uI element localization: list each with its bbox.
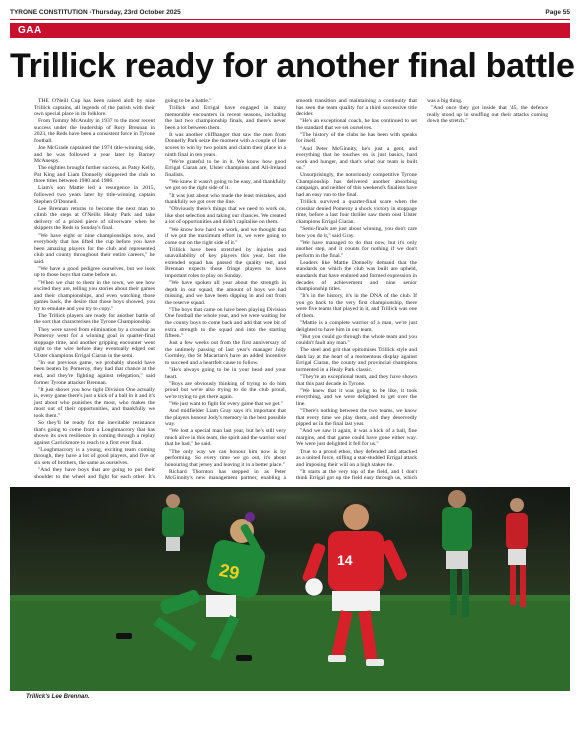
article-paragraph: "But you could go through the whole team and you couldn't fault any man." <box>296 333 417 347</box>
article-paragraph: "He's always going to be in your head and your heart. <box>165 367 286 380</box>
article-paragraph: Richard Thornton has stepped in as Peter McGinnity's new management partner, enabling a smooth transition and maintaining a continuity that has seen the team quality for a third successive title decider. <box>165 98 417 482</box>
article-paragraph: "We're grateful to be in it. We know how good Errigal Ciaran are, Ulster champions and All-Ireland finalists. <box>165 158 286 178</box>
article-paragraph: "It was just about who made the least mistakes, and thankfully we got over the line. <box>165 192 286 206</box>
article-paragraph: "We have spoken all year about the strength in depth in our squad, the amount of boys we had missing, and we have been dipping in and out from the reserve squad. <box>165 280 286 306</box>
page-number: Page 55 <box>545 8 570 16</box>
article-paragraph: "And they have boys that are going to put their shoulder to the wheel and fight for each other. It's going to be a battle." <box>34 98 212 480</box>
page-header <box>10 6 570 18</box>
article-paragraph: "We lost a special man last year, but he's still very much alive in this team, the spirit and the warrior soul that he had," he said. <box>165 428 287 448</box>
article-paragraph: "We have eight or nine championships now, and everybody that has lifted the cup before you have been amazing players for the club and represented club and county throughout their entire careers," he said. <box>34 232 155 265</box>
section-label: GAA <box>18 25 42 36</box>
football-match-photo <box>10 487 570 691</box>
article-paragraph: Liam's son Mattie led a resurgence in 2015, followed two years later by title-winning captain Stephen O'Donnell. <box>34 185 155 205</box>
article-paragraph: "Loughmacrory is a young, exciting team coming through, they have a lot of good players, and five or six sets of brothers, the same as ourselves. <box>34 446 155 466</box>
article-paragraph: Trillick survived a quarter-final scare when the crossbar denied Pomeroy a shock victory in stoppage time, before a last four thriller saw them oust Ulster champions Errigal Ciaran. <box>296 199 417 225</box>
article-paragraph: "The only way we can honour him now is by performing. So every time we go out, it's about honouring that jersey and leaving it in a better place." <box>165 448 286 468</box>
article-paragraph: The steel and grit that epitomises Trillick style and dash lay at the heart of a momentous display against Errigal Ciaran, the county and provincial champions tormented in a Healy Park classic. <box>296 347 417 373</box>
article-paragraph: "It's in the history, it's in the DNA of the club. If you go back to the very first championship, there were five teams that played in it, and Trillick was one of them. <box>296 293 417 319</box>
article-paragraph: "Mattie is a complete warrior of a man, we're just delighted to have him in our team. <box>296 319 417 333</box>
article-paragraph: "We have a good pedigree ourselves, but we look up to those boys that came before us. <box>34 265 155 279</box>
publication-date: TYRONE CONSTITUTION -Thursday, 23rd October 2025 <box>10 8 181 16</box>
article-paragraph: "Boys are obviously thinking of trying to do him proud but we're also trying to do the club proud, we're trying to get there again. <box>165 380 286 400</box>
article-paragraph: "We just want to fight for every game that we get." <box>169 400 283 407</box>
article-body <box>34 98 548 484</box>
article-paragraph: "We know how hard we work, and we thought that if we put the maximum effort in, we were going to come out on the right side of it." <box>165 226 286 246</box>
article-paragraph: Unsurprisingly, the notoriously competitive Tyrone Championship has delivered another absorbing campaign, and neither of this weekend's finalists have had an easy run to the final. <box>296 172 417 199</box>
article-paragraph: Leaders like Mattie Donnelly demand that the standards on which the club was built are upheld, standards that have endured and formed expression in decades of achievement and nine senior championship titles. <box>296 259 417 293</box>
article-paragraph: It was another cliffhanger that saw the men from Donnelly Park seize the moment with a couple of late scores to win by two points and claim their place in a ninth final in ten years. <box>165 131 286 158</box>
section-banner <box>10 23 570 38</box>
article-paragraph: "Obviously there's things that we need to work on, like shot selection and taking our chances. We created a lot of opportunities and didn't capitalise on them. <box>165 206 286 226</box>
article-paragraph: "It just shows you how tight Division One actually is, every game there's just a kick of a ball in it and it's just about who punishes the most, who makes the most out of their opportunities, and thankfully we took them." <box>34 386 155 419</box>
article-paragraph: "There's nothing between the two teams, we know that every time we play them, and they deservedly pipped us in the final last year. <box>296 408 417 428</box>
football-ball <box>305 578 323 596</box>
article-paragraph: "And Peter McGinnity, he's just a gent, and everything that he touches on is just basics, hard work and hunger, and that's what our team is built on." <box>296 145 417 172</box>
article-paragraph: Just a few weeks out from the first anniversary of the untimely passing of last year's manager Jody Gormley, the St Macartan's have an added incentive to succeed and a heartfelt cause to follow. <box>165 340 286 366</box>
header-rule <box>10 19 570 20</box>
article-paragraph: THE O'Neill Cup has been raised aloft by nine Trillick captains, all legends of the parish with their own special place in its folklore. <box>34 98 155 118</box>
article-paragraph: "The history of the clubs he has been with speaks for itself. <box>296 131 417 145</box>
match-photo <box>10 487 570 691</box>
article-paragraph: "When we chat to them in the town, we see how excited they are, telling you stories about their games and their championships, and even watching those games back, the desire that those boys showed, you try to emulate and you try to copy." <box>34 279 155 312</box>
article-paragraph: "And once they got inside that '45, the defence really stood up in snuffing out their attacks coming down the stretch." <box>427 105 548 125</box>
article-paragraph: From Tommy McAnulty in 1937 to the most recent success under the leadership of Rory Brennan in 2023, the Reds have been a consistent force in Tyrone football. <box>34 118 155 144</box>
svg-text:14: 14 <box>337 552 353 568</box>
article-paragraph: Trillick and Errigal have engaged in many memorable encounters in recent seasons, including the last two championship finals, and there's never been a lot between them. <box>165 105 286 131</box>
article-paragraph: True to a proud ethos, they defended and attacked as a united force, stifling a star-studded Errigal attack and imposing their will on a high stakes tie. <box>296 448 417 468</box>
article-paragraph: "The boys that came on have been playing Division One football the whole year, and we were waiting for the county boys to come back and add that wee bit of extra strength to the squad and into the starting fifteen." <box>165 306 286 340</box>
article-paragraph: The eighties brought further success, as Patsy Kelly, Pat King and Liam Donnelly skippered the club to three titles between 1980 and 1986. <box>34 165 155 185</box>
article-paragraph: So they'll be ready for the inevitable resistance that's going to come from a Loughmacrory that has shown its own resilience in coming through a replay against Carrickmore to reach to a first ever final. <box>34 419 155 446</box>
article-paragraph: "We knew that it was going to be like, it took everything, and we were delighted to get over the line. <box>296 387 417 407</box>
article-paragraph: They were saved from elimination by a crossbar as Pomeroy went for a winning goal in quarter-final stoppage time, and another gripping encounter went right to the wire before they eventually edged out Ulster champions Errigal Ciaran in the semi. <box>34 326 155 359</box>
photo-caption: Trillick's Lee Brennan. <box>26 694 90 700</box>
article-paragraph: "We knew it wasn't going to be easy, and thankfully we got on the right side of it. <box>165 178 286 192</box>
headline: Trillick ready for another final battle <box>10 47 575 85</box>
article-paragraph: "In our previous game, we probably should have been beaten by Pomeroy, they had that chance at the end, and they're fighting against relegation," said former Tyrone attacker Brennan. <box>34 359 155 386</box>
article-paragraph: "Semi-finals are just about winning, you don't care how you do it," said Gray. <box>296 225 417 239</box>
article-paragraph: "We have managed to do that now, but it's only another step, and it counts for nothing if we don't perform in the final." <box>296 239 417 259</box>
article-paragraph: The Trillick players are ready for another battle of the sort that characterises the Tyrone Championship. <box>34 312 155 326</box>
article-paragraph: "He's an exceptional coach, he has continued to set the standard that we set ourselves. <box>296 118 417 131</box>
article-paragraph: "It starts at the very top of the field, and I don't think Errigal got up the field easy through us, which was a big thing. <box>296 98 463 482</box>
article-paragraph: Lee Brennan returns to become the next man to climb the steps at O'Neills Healy Park and take delivery of a prized piece of silverware when he skippers the Reds in Sunday's final. <box>34 205 155 232</box>
article-paragraph: "And we saw it again, it was a kick of a ball, fine margins, and that game could have gone either way. We were just delighted it fell for us." <box>296 428 417 448</box>
svg-text:29: 29 <box>217 559 242 584</box>
article-paragraph: Trillick have been stretched by injuries and unavailability of key players this year, but the extended squad has passed the quality test, and Brennan expects those fringe players to have important roles to play on Sunday. <box>165 246 286 279</box>
article-paragraph: And midfielder Liam Gray says it's important that the players honour Jody's memory in the best possible way. <box>165 408 286 428</box>
article-paragraph: Joe McGrade captained the 1974 title-winning side, and he was followed a year later by Barney McAnespy. <box>34 145 155 165</box>
article-paragraph: "They're an exceptional team, and they have shown that this past decade in Tyrone. <box>296 374 417 387</box>
